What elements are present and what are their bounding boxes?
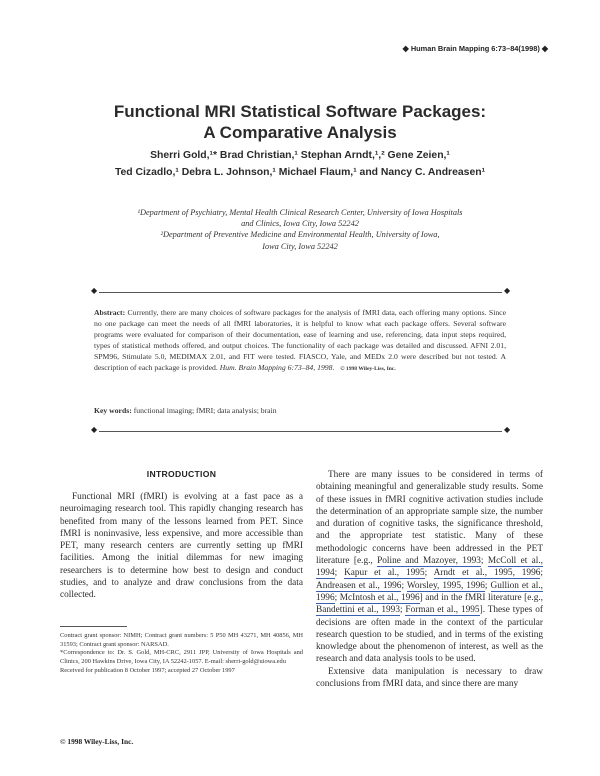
abstract-text: Currently, there are many choices of software packages for the analysis of fMRI data, each offering many options. Since no one package can meet the needs of all fMRI laboratories, it is helpful to know what each package offers. Several software programs were evaluated for comparison of their documentation, ease of learning and use, referencing, data input steps required, types of statistical methods offered, and output choices. The functionality of each package was detailed and discussed. AFNI 2.01, SPM96, Stimulate 5.0, MEDIMAX 2.01, and FIT were tested. FIASCO, Yale, and MEDx 2.0 were described but not tested. A description of each package is provided. — [94, 308, 506, 372]
body-text: ] and in the fMRI literature [e.g., — [419, 592, 543, 603]
title-line-2: A Comparative Analysis — [203, 123, 397, 142]
keywords-text: functional imaging; fMRI; data analysis; brain — [131, 406, 277, 415]
reference-link[interactable]: Bandettini et al., 1993 — [316, 605, 400, 616]
abstract-citation: Hum. Brain Mapping 6:73–84, 1998. — [219, 362, 335, 372]
right-column — [316, 469, 543, 690]
reference-link[interactable]: Andreasen et al., 1996 — [316, 580, 402, 591]
reference-link[interactable]: McColl et al., 1994 — [316, 556, 544, 579]
reference-link[interactable]: Forman et al., 1995 — [405, 605, 480, 616]
footnote-correspondence: *Correspondence to: Dr. S. Gold, MH-CRC, 2911 JPP, University of Iowa Hospitals and Clinics, 200 Hawkins Drive, Iowa City, IA 52242-1057. E-mail: sherri-gold@uiowa.edu — [60, 649, 303, 666]
abstract-top-rule — [94, 292, 506, 293]
body-text: ]. These types of decisions are often made in the context of the particular research question to be studied, and in terms of the existing knowledge about the phenomenon of interest, as well as the research and data analysis tools to be used. — [316, 605, 543, 665]
diamond-icon: ◆ — [504, 286, 511, 295]
affiliation-line-4: Iowa City, Iowa 52242 — [262, 241, 338, 251]
paper-title — [0, 101, 600, 143]
diamond-icon: ◆ — [541, 44, 548, 53]
authors-line-1: Sherri Gold,¹* Brad Christian,¹ Stephan Arndt,¹,² Gene Zeien,¹ — [150, 150, 450, 161]
footnote-grant: Contract grant sponsor: NIMH; Contract grant numbers: 5 P50 MH 43271, MH 40856, MH 31593; Contract grant sponsor: NARSAD. — [60, 632, 303, 648]
affiliation-line-3: ²Department of Preventive Medicine and Environmental Health, University of Iowa, — [160, 230, 440, 240]
footnote-rule — [60, 626, 127, 627]
body-paragraph-1: There are many issues to be considered in terms of obtaining meaningful and generalizable study results. Some of these issues in fMRI cognitive activation studies include the determination of an appropriate sample size, the number and duration of cognitive tasks, the significance threshold, and the appropriate test statistic. Many of these methodologic concerns have been addressed in the PET literature [e.g., Poline and Mazoyer, 1993; McColl et al., 1994; Kapur et al., 1995; Arndt et al., 1995, 1996; Andreasen et al., 1996; Worsley, 1995, 1996; Gullion et al., 1996; McIntosh et al., 1996] and in the fMRI literature [e.g., Bandettini et al., 1993; Forman et al., 1995]. These types of decisions are often made in the context of the particular research question to be studied, and in terms of the existing knowledge about the phenomenon of interest, as well as the research and data analysis tools to be used. — [316, 470, 544, 665]
keywords — [94, 406, 506, 415]
reference-link[interactable]: Gullion et al., 1996 — [316, 580, 543, 603]
body-paragraph-2: Extensive data manipulation is necessary to draw conclusions from fMRI data, and since there are many — [316, 666, 543, 690]
abstract — [94, 308, 506, 374]
footnotes — [60, 632, 303, 676]
affiliations — [0, 207, 600, 252]
keywords-label: Key words: — [94, 406, 132, 415]
reference-link[interactable]: McIntosh et al., 1996 — [339, 592, 420, 603]
affiliation-line-1: ¹Department of Psychiatry, Mental Health Clinical Research Center, University of Iowa Hospitals — [137, 208, 463, 217]
reference-link[interactable]: Worsley, 1995, 1996 — [406, 580, 485, 591]
intro-text: Functional MRI (fMRI) is evolving at a fast pace as a neuroimaging research tool. This rapidly changing research has benefited from many of the lessons learned from PET. Since fMRI is noninvasive, less expensive, and more accessible than PET, many research centers are currently setting up fMRI facilities. Among the initial dilemmas for new imaging researchers is to determine how best to design and conduct studies, and to analyze and draw conclusions from the data collected. — [60, 492, 303, 601]
journal-citation: Human Brain Mapping 6:73–84(1998) — [410, 44, 540, 53]
section-heading-introduction: INTRODUCTION — [146, 469, 217, 479]
intro-paragraph — [60, 491, 303, 602]
abstract-label: Abstract: — [94, 308, 126, 317]
footer-copyright: © 1998 Wiley-Liss, Inc. — [60, 737, 134, 746]
diamond-icon: ◆ — [402, 44, 409, 53]
diamond-icon: ◆ — [91, 425, 98, 434]
reference-link[interactable]: Arndt et al., 1995, 1996 — [433, 568, 541, 579]
affiliation-line-2: and Clinics, Iowa City, Iowa 52242 — [241, 219, 359, 229]
diamond-icon: ◆ — [504, 425, 511, 434]
body-text: There are many issues to be considered in terms of obtaining meaningful and generalizable study results. Some of these issues in fMRI cognitive activation studies include the determination of an appropriate sample size, the number and duration of cognitive tasks, the significance threshold, and the appropriate test statistic. Many of these methodologic concerns have been addressed in the PET literature [e.g., — [316, 470, 543, 567]
abstract-copyright: © 1998 Wiley-Liss, Inc. — [340, 365, 396, 372]
abstract-bottom-rule — [94, 431, 506, 432]
diamond-icon: ◆ — [91, 286, 98, 295]
reference-link[interactable]: Kapur et al., 1995 — [344, 568, 425, 579]
title-line-1: Functional MRI Statistical Software Packages: — [113, 102, 487, 121]
reference-link[interactable]: Poline and Mazoyer, 1993 — [377, 556, 481, 567]
footnote-received: Received for publication 8 October 1997; accepted 27 October 1997 — [60, 666, 235, 674]
running-header — [403, 44, 548, 53]
authors-line-2: Ted Cizadlo,¹ Debra L. Johnson,¹ Michael Flaum,¹ and Nancy C. Andreasen¹ — [114, 167, 486, 178]
author-list — [0, 147, 600, 181]
